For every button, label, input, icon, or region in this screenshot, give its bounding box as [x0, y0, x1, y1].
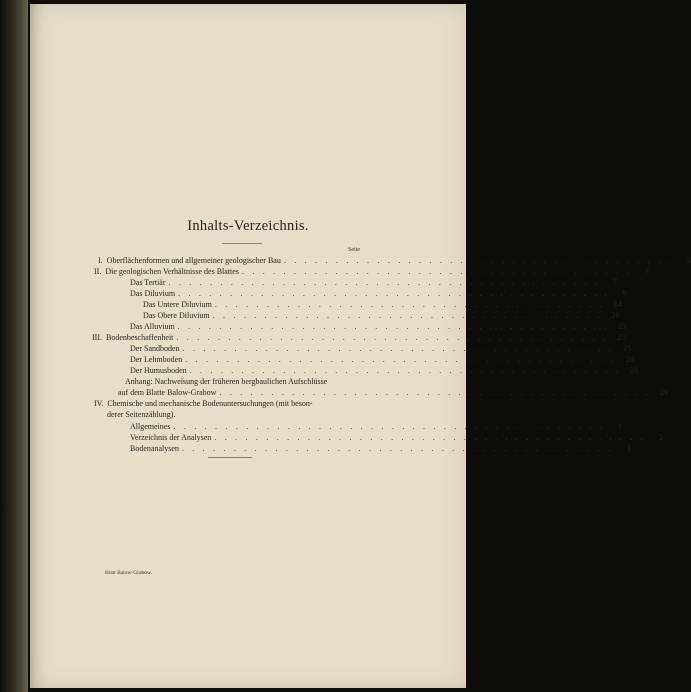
- toc-entry-page: 3: [626, 444, 631, 453]
- toc-entry-number: II.: [94, 267, 102, 276]
- toc-entry-label: Oberflächenformen und allgemeiner geologischer Bau: [106, 256, 281, 265]
- toc-entry: [98, 256, 691, 266]
- leader-dots: . . . . . . . . . . . . . . . . . . . . . . . . . . . . . . . . . . . . . . . . . .: [189, 366, 622, 375]
- toc-entry: [94, 399, 374, 409]
- toc-entry-label: Chemische und mechanische Bodenuntersuchungen (mit beson-: [107, 399, 313, 408]
- leader-dots: . . . . . . . . . . . . . . . . . . . . . . . . . . . . . . . . . . . . . . . . . .: [219, 388, 652, 397]
- leader-dots: . . . . . . . . . . . . . . . . . . . . . . . . . . . . . . . . . . . . . . . . . .: [173, 422, 606, 431]
- toc-entry-label: Das Tertiär: [130, 278, 166, 287]
- toc-entry: [94, 267, 649, 277]
- toc-entry: [118, 388, 669, 398]
- toc-entry-page: 25: [617, 333, 625, 342]
- toc-entry-label: Anhang: Nachweisung der früheren bergbaulichen Aufschlüsse: [125, 377, 328, 386]
- toc-entry: [130, 444, 631, 454]
- toc-entry-label: Das Untere Diluvium: [143, 300, 212, 309]
- toc-entry-label: Bodenanalysen: [130, 444, 179, 453]
- toc-entry-page: 9: [622, 289, 627, 298]
- toc-entry-label: Allgemeines: [130, 422, 171, 431]
- leader-dots: . . . . . . . . . . . . . . . . . . . . . . . . . . . . . . . . . . . . . .: [241, 267, 632, 276]
- toc-entry: [130, 355, 634, 365]
- toc-entry-page: 29: [660, 388, 669, 397]
- toc-entry: [130, 422, 623, 432]
- toc-entry-page: 25: [623, 344, 632, 353]
- toc-entry: [143, 311, 620, 321]
- section-end-rule: [208, 457, 252, 458]
- leader-dots: . . . . . . . . . . . . . . . . . . . . . . . . . . . . . . . . . . . . . . . . . .: [214, 433, 646, 442]
- toc-entry-page: 3: [686, 256, 691, 265]
- toc-entry-page: 2: [658, 433, 663, 442]
- toc-entry: [130, 433, 663, 443]
- toc-entry-label: auf dem Blatte Balow-Grabow: [118, 388, 217, 397]
- toc-entry-page: 14: [613, 300, 622, 309]
- toc-entry-label: Der Humusboden: [130, 366, 187, 375]
- leader-dots: . . . . . . . . . . . . . . . . . . . . . . . . . . . . . . . . . . . . . . . . . .: [185, 355, 617, 364]
- toc-entry-page: 7: [613, 278, 618, 287]
- page-column-header: Seite: [348, 247, 360, 253]
- leader-dots: . . . . . . . . . . . . . . . . . . . . . . . . . . . . . . . . . . . . . . . . . .: [177, 322, 610, 331]
- leader-dots: . . . . . . . . . . . . . . . . . . . . . . . . . . . . . . . . . . . . . . . . . .: [181, 444, 614, 453]
- toc-entry-label: Der Lehmboden: [130, 355, 183, 364]
- toc-entry: [130, 289, 627, 299]
- toc-entry-label: derer Seitenzählung).: [107, 410, 176, 419]
- toc-entry-page: 23: [618, 322, 627, 331]
- toc-entry-label: Das Alluvium: [130, 322, 175, 331]
- leader-dots: . . . . . . . . . . . . . . . . . . . . . . . . . . . . . . . . . . . . . .: [214, 300, 605, 309]
- toc-entry-page: 26: [625, 355, 634, 364]
- leader-dots: . . . . . . . . . . . . . . . . . . . . . . . . . . . . . . . . . . . . . . . . . .: [176, 333, 608, 342]
- toc-entry-page: 7: [644, 267, 649, 276]
- leader-dots: . . . . . . . . . . . . . . . . . . . . . . . . . . . . . . . . . . . . . .: [283, 256, 674, 265]
- toc-entry-label: Das Diluvium: [130, 289, 176, 298]
- leader-dots: . . . . . . . . . . . . . . . . . . . . . . . . . . . . . . . . . . . . . .: [212, 311, 603, 320]
- toc-entry-label: Das Obere Diluvium: [143, 311, 210, 320]
- document-page: [30, 4, 691, 688]
- table-of-contents: [30, 4, 691, 688]
- leader-dots: . . . . . . . . . . . . . . . . . . . . . . . . . . . . . . . . . . . . . . . . . .: [178, 289, 610, 298]
- toc-entry-label: Bodenbeschaffenheit: [106, 333, 174, 342]
- toc-entry: [143, 300, 622, 310]
- leader-dots: . . . . . . . . . . . . . . . . . . . . . . . . . . . . . . . . . . . . . . . . . .: [182, 344, 615, 353]
- toc-entry: [130, 322, 627, 332]
- toc-entry-page: 20: [611, 311, 620, 320]
- toc-entry: [130, 366, 639, 376]
- toc-entry-page: 1: [618, 422, 623, 431]
- toc-entry-number: IV.: [94, 399, 104, 408]
- toc-entry-number: III.: [92, 333, 102, 342]
- page-footer: Blatt Balow-Grabow.: [105, 570, 152, 576]
- toc-entry-label: Der Sandboden: [130, 344, 180, 353]
- toc-entry: [130, 278, 618, 288]
- toc-entry-label: Verzeichnis der Analysen: [130, 433, 212, 442]
- toc-entry: [130, 344, 632, 354]
- toc-entry-page: 28: [630, 366, 639, 375]
- book-spine: [0, 0, 28, 692]
- page-title: Inhalts-Verzeichnis.: [187, 218, 309, 234]
- leader-dots: . . . . . . . . . . . . . . . . . . . . . . . . . . . . . . . . . . . . . . . . . .: [168, 278, 601, 287]
- toc-entry: [92, 333, 625, 343]
- toc-entry-label: Die geologischen Verhältnisse des Blattes: [105, 267, 239, 276]
- toc-entry-number: I.: [98, 256, 103, 265]
